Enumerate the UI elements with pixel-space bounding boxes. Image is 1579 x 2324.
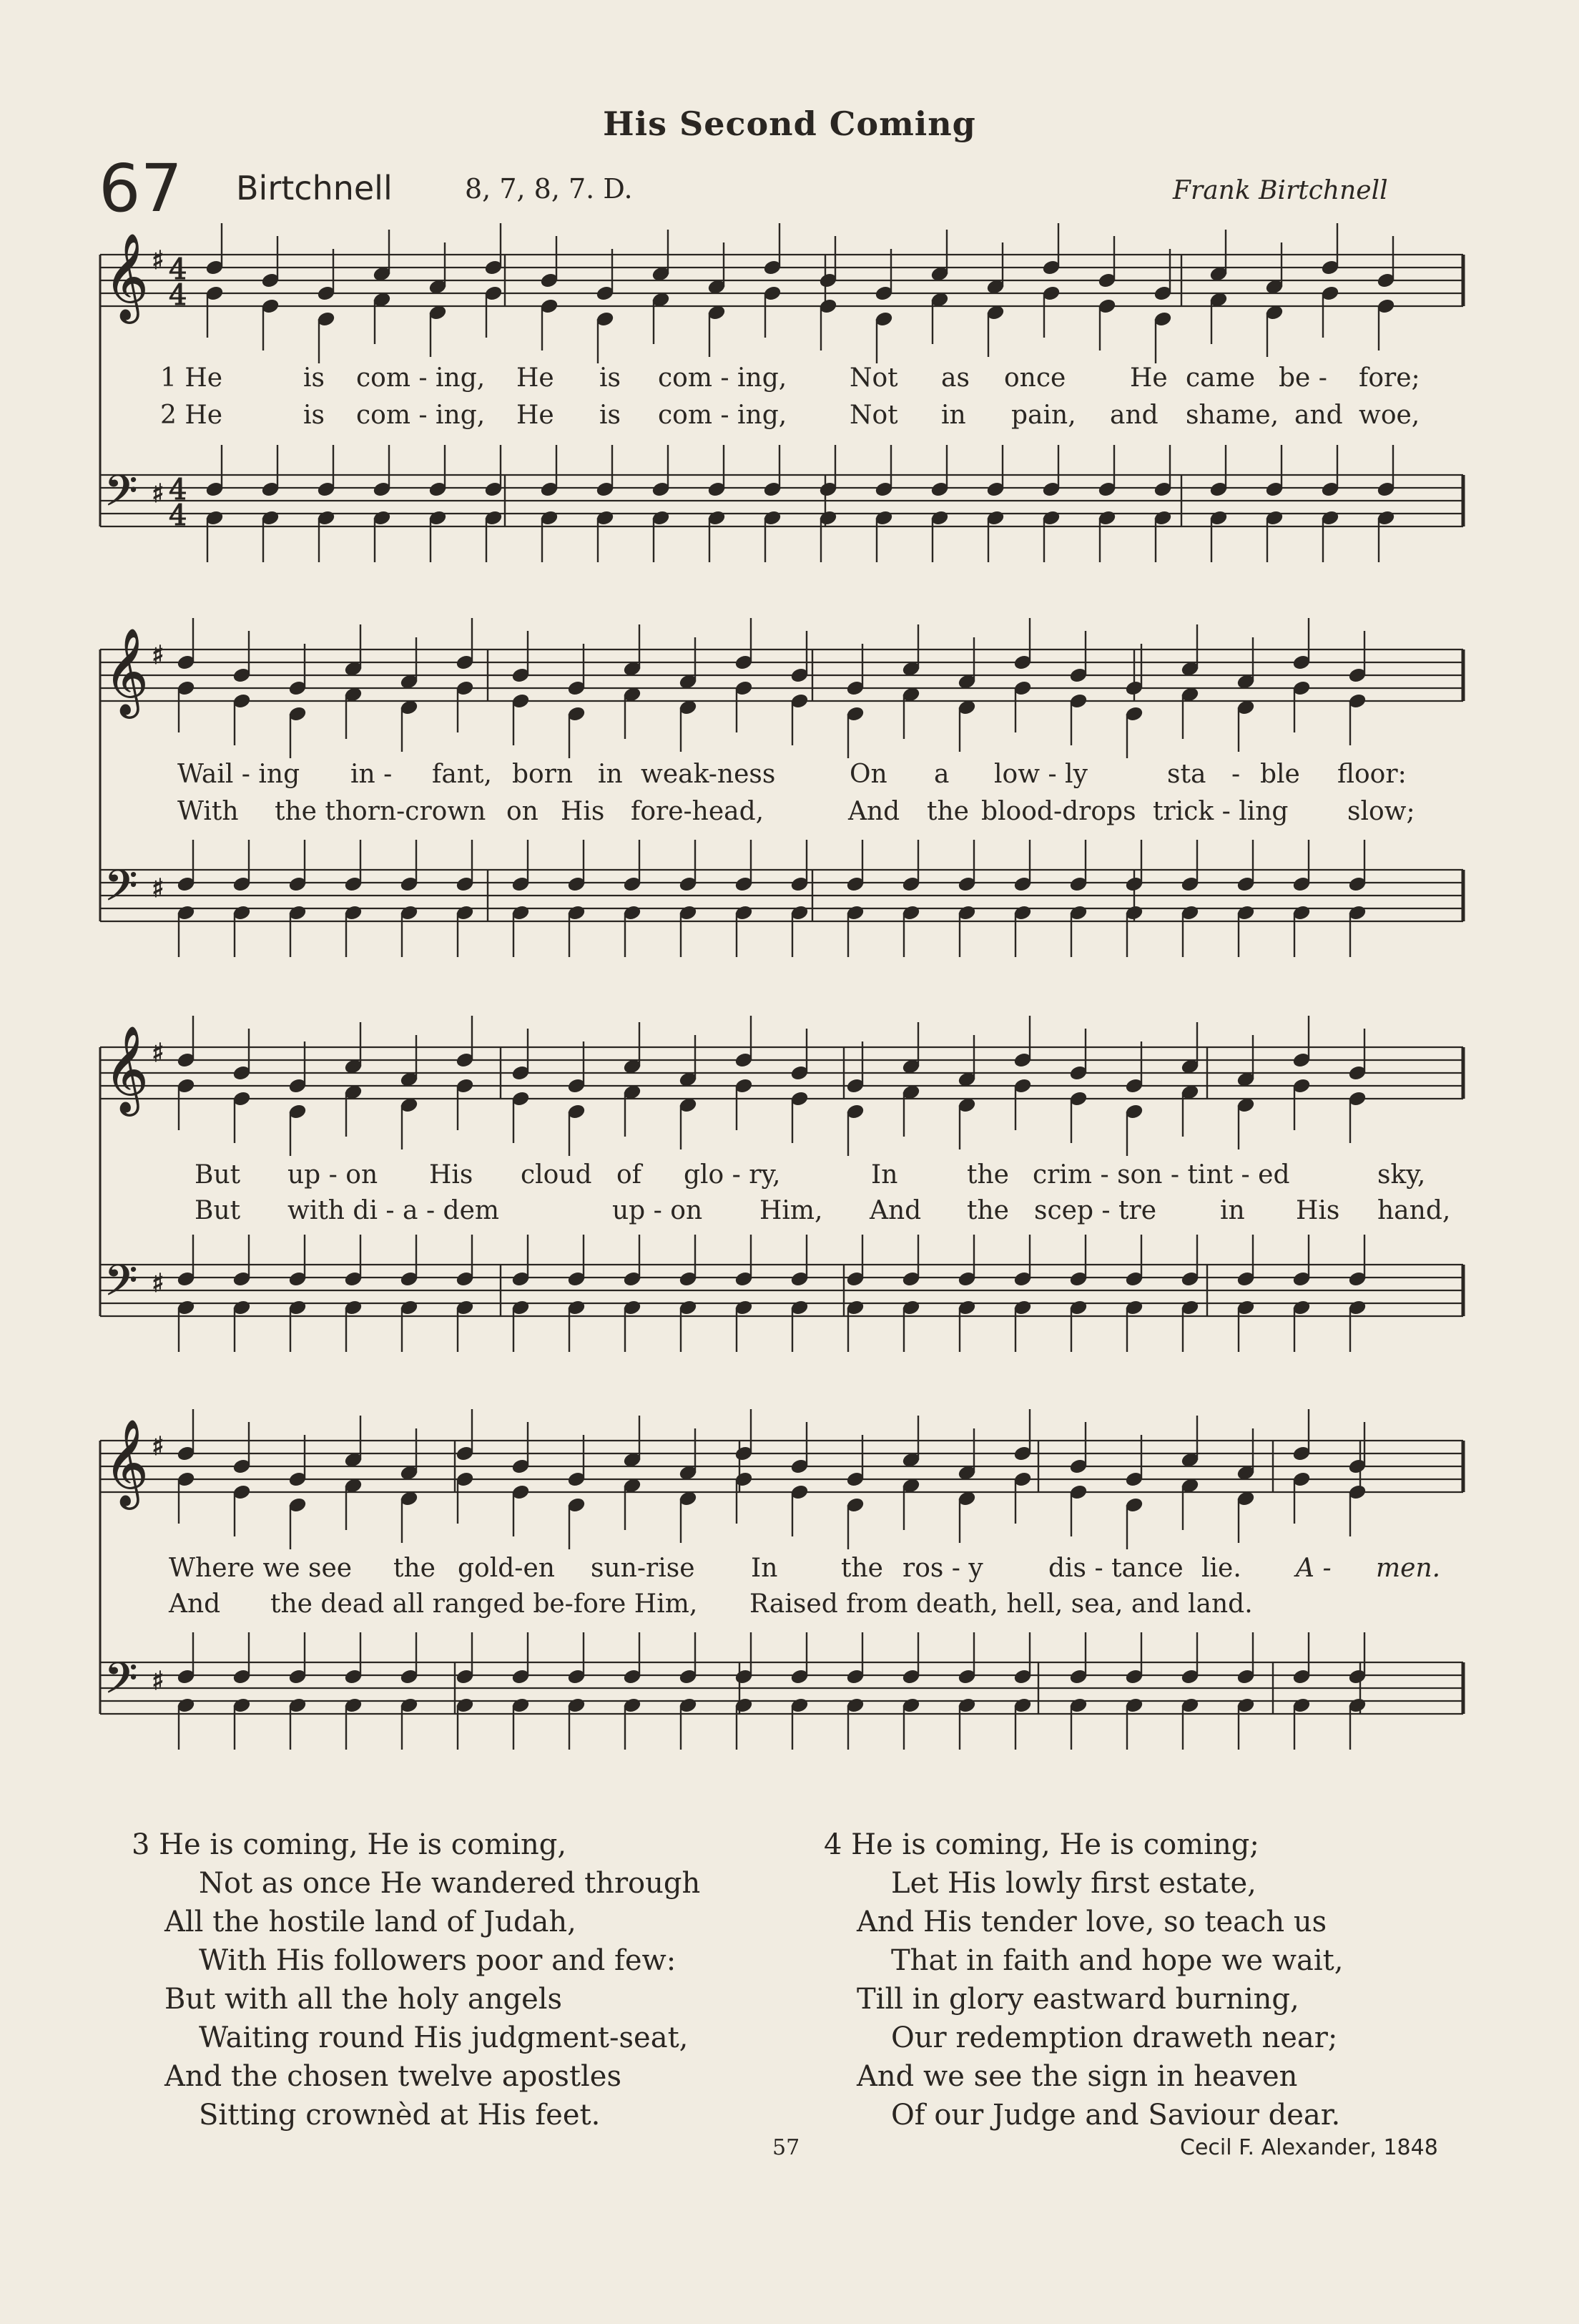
lyric-syllable: weak-ness	[641, 760, 776, 789]
sharp-icon: ♯	[152, 479, 164, 509]
verse-line: That in faith and hope we wait,	[891, 1944, 1344, 1977]
lyric-syllable: hand,	[1377, 1196, 1451, 1225]
sharp-icon: ♯	[152, 874, 164, 903]
lyric-syllable: He	[516, 363, 554, 393]
lyric-syllable: woe,	[1359, 401, 1420, 430]
meter: 8, 7, 8, 7. D.	[465, 173, 633, 205]
bass-clef-icon: 𝄢	[104, 466, 138, 526]
lyric-syllable: His	[1296, 1196, 1340, 1225]
lyric-syllable: in	[598, 760, 623, 789]
lyrics-system3-verse1	[0, 1160, 1579, 1196]
lyric-syllable: sky,	[1377, 1160, 1426, 1190]
lyric-syllable: up - on	[287, 1160, 378, 1190]
verse-line: All the hostile land of Judah,	[164, 1906, 576, 1938]
hymn-author: Cecil F. Alexander, 1848	[1180, 2135, 1438, 2160]
bass-clef-icon: 𝄢	[104, 861, 138, 921]
verse-line: Waiting round His judgment-seat,	[199, 2021, 689, 2054]
lyric-syllable: lie.	[1201, 1554, 1241, 1583]
lyric-syllable: He	[516, 401, 554, 430]
verse-line: Our redemption draweth near;	[891, 2021, 1338, 2054]
time-signature-bottom: 4	[169, 499, 187, 532]
lyric-syllable: the dead all ranged be-fore Him,	[270, 1589, 698, 1619]
lyric-syllable: ros - y	[902, 1554, 983, 1583]
lyric-syllable: Where we see	[169, 1554, 353, 1583]
hymn-number: 67	[99, 150, 183, 227]
lyric-syllable: On	[850, 760, 887, 789]
bass-clef-icon: 𝄢	[104, 1653, 138, 1713]
lyrics-system1-verse2	[0, 401, 1579, 436]
sharp-icon: ♯	[152, 1039, 164, 1068]
music-notes	[104, 223, 1395, 1750]
lyric-syllable: as	[941, 363, 970, 393]
bass-clef-icon: 𝄢	[104, 1255, 138, 1315]
lyric-syllable: pain,	[1011, 401, 1076, 430]
lyric-syllable: is	[303, 401, 325, 430]
verse-3	[132, 1825, 700, 2134]
lyric-syllable: the thorn-crown	[275, 797, 486, 826]
lyric-syllable: Him,	[759, 1196, 823, 1225]
lyric-syllable: And	[169, 1589, 221, 1619]
lyric-syllable: slow;	[1347, 797, 1415, 826]
lyric-syllable: of	[616, 1160, 641, 1190]
lyric-syllable: But	[195, 1160, 241, 1190]
lyric-syllable: 2 He	[160, 401, 223, 430]
lyric-syllable: and	[1110, 401, 1159, 430]
lyric-syllable: com - ing,	[356, 401, 486, 430]
lyric-syllable: once	[1004, 363, 1066, 393]
lyric-syllable: -	[1231, 760, 1241, 789]
lyric-syllable: born	[512, 760, 574, 789]
lyric-syllable: Not	[850, 401, 898, 430]
lyrics-system4-verse1	[0, 1554, 1579, 1589]
lyric-syllable: His	[429, 1160, 473, 1190]
lyric-syllable: in -	[350, 760, 393, 789]
lyric-syllable: fant,	[432, 760, 492, 789]
lyric-syllable: on	[506, 797, 538, 826]
lyric-syllable: And	[870, 1196, 922, 1225]
lyric-syllable: is	[599, 363, 621, 393]
time-signature-top: 4	[169, 253, 187, 286]
section-title: His Second Coming	[603, 104, 976, 143]
lyric-syllable: blood-drops	[981, 797, 1136, 826]
page-number: 57	[772, 2135, 800, 2160]
lyric-syllable: ble	[1260, 760, 1300, 789]
lyrics-system2-verse1	[0, 760, 1579, 795]
verse-line: 3 He is coming, He is coming,	[132, 1828, 567, 1861]
lyric-syllable: in	[941, 401, 966, 430]
lyric-syllable: In	[751, 1554, 778, 1583]
verse-line: Till in glory eastward burning,	[857, 1983, 1299, 2016]
lyric-syllable: In	[871, 1160, 898, 1190]
lyrics-system3-verse2	[0, 1196, 1579, 1232]
lyric-syllable: be -	[1279, 363, 1327, 393]
lyric-syllable: the	[927, 797, 969, 826]
verse-4	[824, 1825, 1343, 2134]
lyric-syllable: the	[967, 1196, 1009, 1225]
lyric-syllable: But	[195, 1196, 241, 1225]
sharp-icon: ♯	[152, 641, 164, 670]
verse-line: With His followers poor and few:	[199, 1944, 677, 1977]
lyric-syllable: dis - tance	[1048, 1554, 1184, 1583]
lyric-syllable: the	[841, 1554, 883, 1583]
lyric-syllable: is	[303, 363, 325, 393]
lyric-syllable: came	[1186, 363, 1256, 393]
lyrics-system2-verse2	[0, 797, 1579, 833]
lyric-syllable: fore-head,	[631, 797, 764, 826]
verse-line: But with all the holy angels	[164, 1983, 563, 2016]
sharp-icon: ♯	[152, 1667, 164, 1696]
lyric-syllable: a	[934, 760, 950, 789]
sharp-icon: ♯	[152, 1432, 164, 1461]
composer: Frank Birtchnell	[1173, 176, 1388, 205]
verse-line: 4 He is coming, He is coming;	[824, 1828, 1259, 1861]
lyric-syllable: trick - ling	[1153, 797, 1289, 826]
lyric-syllable: com - ing,	[356, 363, 486, 393]
verse-line: Not as once He wandered through	[199, 1867, 701, 1900]
treble-clef-icon: 𝄞	[104, 627, 149, 715]
lyric-syllable: A -	[1296, 1554, 1332, 1583]
treble-clef-icon: 𝄞	[104, 232, 149, 320]
lyric-syllable: low - ly	[994, 760, 1088, 789]
lyric-syllable: 1 He	[160, 363, 223, 393]
lyric-syllable: and	[1294, 401, 1343, 430]
verse-line: And we see the sign in heaven	[857, 2060, 1298, 2093]
verse-line: Let His lowly first estate,	[891, 1867, 1256, 1900]
sharp-icon: ♯	[152, 1269, 164, 1298]
lyric-syllable: com - ing,	[658, 363, 787, 393]
verse-line: Sitting crownèd at His feet.	[199, 2099, 601, 2132]
lyric-syllable: floor:	[1337, 760, 1407, 789]
staff-lines	[100, 255, 1463, 1714]
lyric-syllable: With	[177, 797, 239, 826]
lyric-syllable: And	[848, 797, 900, 826]
lyric-syllable: His	[561, 797, 605, 826]
lyric-syllable: He	[1130, 363, 1168, 393]
lyric-syllable: fore;	[1359, 363, 1420, 393]
lyric-syllable: sun-rise	[591, 1554, 695, 1583]
lyric-syllable: the	[967, 1160, 1009, 1190]
lyric-syllable: Not	[850, 363, 898, 393]
lyric-syllable: Wail - ing	[177, 760, 300, 789]
lyric-syllable: gold-en	[458, 1554, 555, 1583]
lyric-syllable: com - ing,	[658, 401, 787, 430]
verse-line: And His tender love, so teach us	[857, 1906, 1327, 1938]
lyrics-system4-verse2	[0, 1589, 1579, 1625]
treble-clef-icon: 𝄞	[104, 1025, 149, 1112]
lyric-syllable: men.	[1376, 1554, 1441, 1583]
lyric-syllable: Raised from death, hell, sea, and land.	[749, 1589, 1253, 1619]
treble-clef-icon: 𝄞	[104, 1418, 149, 1506]
verse-line: Of our Judge and Saviour dear.	[891, 2099, 1341, 2132]
tune-name: Birtchnell	[236, 169, 393, 207]
lyric-syllable: shame,	[1186, 401, 1279, 430]
lyrics-system1-verse1	[0, 363, 1579, 399]
lyric-syllable: crim - son - tint - ed	[1033, 1160, 1290, 1190]
lyric-syllable: glo - ry,	[684, 1160, 781, 1190]
verse-line: And the chosen twelve apostles	[164, 2060, 622, 2093]
lyric-syllable: in	[1220, 1196, 1245, 1225]
lyric-syllable: with di - a - dem	[287, 1196, 500, 1225]
lyric-syllable: sta	[1167, 760, 1206, 789]
sharp-icon: ♯	[152, 246, 164, 275]
lyric-syllable: is	[599, 401, 621, 430]
lyric-syllable: up - on	[612, 1196, 703, 1225]
lyric-syllable: scep - tre	[1034, 1196, 1157, 1225]
time-signature-top: 4	[169, 474, 187, 506]
lyric-syllable: the	[393, 1554, 436, 1583]
time-signature-bottom: 4	[169, 279, 187, 312]
lyric-syllable: cloud	[521, 1160, 592, 1190]
